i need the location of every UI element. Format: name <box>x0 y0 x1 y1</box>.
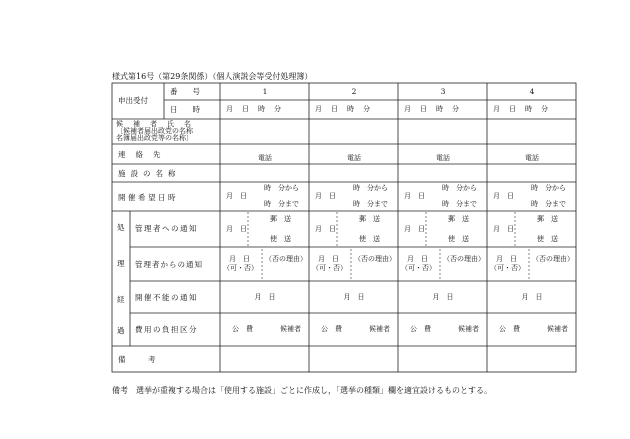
phone-cell: 電話 <box>347 154 361 162</box>
approve-sub-cell: （可・否） <box>490 264 525 272</box>
contact-label: 連絡先 <box>118 150 171 159</box>
time-from-cell: 時 分から <box>353 184 388 192</box>
approve-date-cell: 月 日 <box>318 255 339 263</box>
process-char-3: 経 <box>117 295 125 304</box>
phone-cell: 電話 <box>258 154 272 162</box>
notify-manager-label: 管理者への通知 <box>135 224 198 233</box>
hand-cell: 使 送 <box>448 235 469 243</box>
cost-share-label: 費用の負担区分 <box>135 325 198 334</box>
time-to-cell: 時 分まで <box>353 200 388 208</box>
remarks-label: 備 考 <box>118 355 156 364</box>
notify-from-manager-label: 管理者からの通知 <box>135 260 203 269</box>
candidate-cost-cell: 候補者 <box>280 325 301 333</box>
receipt-label: 申出受付 <box>118 96 148 105</box>
candidate-cost-cell: 候補者 <box>369 325 390 333</box>
notify-date-cell: 月 日 <box>404 225 425 233</box>
cannot-hold-date-cell: 月 日 <box>343 293 365 301</box>
mail-cell: 郵 送 <box>270 215 291 223</box>
public-cost-cell: 公 費 <box>232 325 253 333</box>
reason-cell: （否の理由） <box>265 255 307 263</box>
approve-date-cell: 月 日 <box>229 255 250 263</box>
reason-cell: （否の理由） <box>532 255 574 263</box>
approve-sub-cell: （可・否） <box>223 264 258 272</box>
public-cost-cell: 公 費 <box>410 325 431 333</box>
datetime-cell: 月 日 時 分 <box>404 105 460 113</box>
candidate-cost-cell: 候補者 <box>547 325 568 333</box>
mail-cell: 郵 送 <box>448 215 469 223</box>
hand-cell: 使 送 <box>270 235 291 243</box>
notify-date-cell: 月 日 <box>315 225 336 233</box>
process-char-4: 過 <box>117 326 125 335</box>
month-day-cell: 月 日 <box>404 192 425 200</box>
process-char-2: 理 <box>117 259 125 268</box>
time-from-cell: 時 分から <box>442 184 477 192</box>
approve-date-cell: 月 日 <box>407 255 428 263</box>
desired-datetime-label: 開催希望日時 <box>118 193 178 202</box>
approve-date-cell: 月 日 <box>496 255 517 263</box>
month-day-cell: 月 日 <box>226 192 247 200</box>
month-day-cell: 月 日 <box>315 192 336 200</box>
cannot-hold-date-cell: 月 日 <box>521 293 543 301</box>
phone-cell: 電話 <box>525 154 539 162</box>
time-from-cell: 時 分から <box>264 184 299 192</box>
datetime-cell: 月 日 時 分 <box>226 105 282 113</box>
candidate-party-label: 〔候補者届出政党の名称 <box>116 127 193 135</box>
time-to-cell: 時 分まで <box>442 200 477 208</box>
reason-cell: （否の理由） <box>443 255 485 263</box>
mail-cell: 郵 送 <box>359 215 380 223</box>
notify-date-cell: 月 日 <box>493 225 514 233</box>
cannot-hold-date-cell: 月 日 <box>432 293 454 301</box>
list-party-label: 名簿届出政党等の名称〕 <box>116 134 193 142</box>
time-from-cell: 時 分から <box>531 184 566 192</box>
facility-label: 施設の名称 <box>118 169 181 178</box>
public-cost-cell: 公 費 <box>499 325 520 333</box>
cannot-hold-date-cell: 月 日 <box>254 293 276 301</box>
column-number: 1 <box>262 87 268 96</box>
cannot-hold-label: 開催不能の通知 <box>135 293 198 302</box>
candidate-name-label: 候 補 者 氏 名 <box>116 120 193 128</box>
phone-cell: 電話 <box>436 154 450 162</box>
hand-cell: 使 送 <box>537 235 558 243</box>
datetime-label: 日 時 <box>170 105 200 114</box>
footnote: 備考 選挙が重複する場合は「使用する施設」ごとに作成し，「選挙の種類」欄を適宜設けるものとする。 <box>112 386 492 395</box>
column-number: 2 <box>351 87 357 96</box>
form-title: 様式第16号（第29条関係）（個人演説会等受付処理簿） <box>112 72 313 81</box>
approve-sub-cell: （可・否） <box>312 264 347 272</box>
column-number: 3 <box>440 87 446 96</box>
approve-sub-cell: （可・否） <box>401 264 436 272</box>
time-to-cell: 時 分まで <box>264 200 299 208</box>
candidate-cost-cell: 候補者 <box>458 325 479 333</box>
number-label: 番 号 <box>170 87 200 96</box>
datetime-cell: 月 日 時 分 <box>315 105 371 113</box>
mail-cell: 郵 送 <box>537 215 558 223</box>
notify-date-cell: 月 日 <box>226 225 247 233</box>
hand-cell: 使 送 <box>359 235 380 243</box>
month-day-cell: 月 日 <box>493 192 514 200</box>
reason-cell: （否の理由） <box>354 255 396 263</box>
process-char-1: 処 <box>117 223 125 232</box>
time-to-cell: 時 分まで <box>531 200 566 208</box>
column-number: 4 <box>529 87 535 96</box>
datetime-cell: 月 日 時 分 <box>493 105 549 113</box>
public-cost-cell: 公 費 <box>321 325 342 333</box>
